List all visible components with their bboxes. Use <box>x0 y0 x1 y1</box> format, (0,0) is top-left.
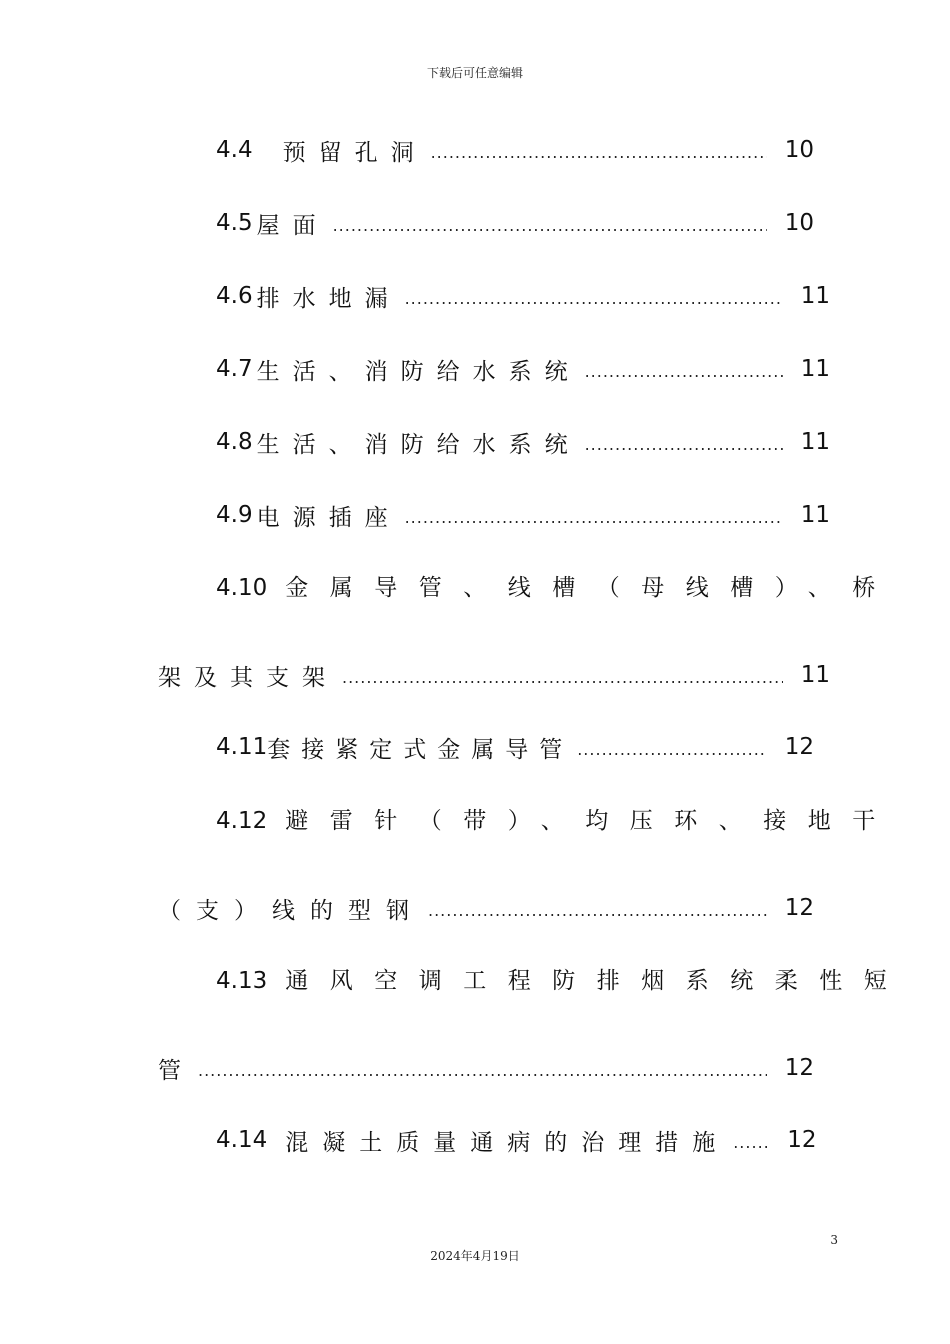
toc-entry-4-5[interactable] <box>216 203 814 243</box>
toc-leader-dots <box>428 901 767 928</box>
toc-title-line2: 管 <box>158 1057 194 1084</box>
toc-page-number: 10 <box>784 210 814 236</box>
toc-number: 4.5 <box>216 210 253 236</box>
toc-leader-dots <box>585 362 783 389</box>
toc-leader-dots <box>577 740 767 767</box>
toc-title: 混凝土质量通病的治理措施 <box>285 1129 730 1156</box>
toc-number: 4.11 <box>216 734 268 760</box>
toc-entry-4-7[interactable] <box>216 349 830 389</box>
toc-page-number: 11 <box>800 429 830 455</box>
toc-title: 屋面 <box>256 212 329 239</box>
toc-number: 4.12 <box>216 808 268 834</box>
toc-title: 套接紧定式金属导管 <box>267 736 574 763</box>
toc-number: 4.8 <box>216 429 253 455</box>
page-header: 下载后可任意编辑 <box>426 66 523 80</box>
toc-entry-4-10-line1[interactable] <box>216 568 897 608</box>
toc-entry-4-13-line1[interactable] <box>216 961 908 1001</box>
toc-entry-4-12-line2[interactable] <box>158 888 814 928</box>
page-number: 3 <box>830 1233 838 1247</box>
toc-number: 4.13 <box>216 968 268 994</box>
toc-entry-4-10-line2[interactable] <box>158 655 830 695</box>
toc-page-number: 12 <box>784 734 814 760</box>
toc-page-number: 12 <box>784 895 814 921</box>
toc-title-line1: 避雷针（带）、均压环、接地干 <box>285 808 897 834</box>
toc-title-line2: 架及其支架 <box>158 664 338 691</box>
toc-entry-4-4[interactable] <box>216 130 814 170</box>
toc-page-number: 11 <box>800 662 830 688</box>
toc-number: 4.14 <box>216 1127 268 1153</box>
toc-leader-dots <box>733 1133 769 1160</box>
toc-leader-dots <box>342 668 783 695</box>
toc-entry-4-14[interactable] <box>216 1120 817 1160</box>
toc-leader-dots <box>405 508 783 535</box>
toc-entry-4-9[interactable] <box>216 495 830 535</box>
toc-page-number: 12 <box>787 1127 817 1153</box>
toc-number: 4.6 <box>216 283 253 309</box>
toc-entry-4-6[interactable] <box>216 276 830 316</box>
toc-leader-dots <box>333 216 767 243</box>
toc-page-number: 11 <box>800 502 830 528</box>
toc-title: 生活、消防给水系统 <box>256 431 581 458</box>
toc-title: 生活、消防给水系统 <box>256 358 581 385</box>
toc-title-line1: 通风空调工程防排烟系统柔性短 <box>285 968 909 994</box>
toc-leader-dots <box>405 289 783 316</box>
toc-number: 4.4 <box>216 137 253 163</box>
toc-entry-4-12-line1[interactable] <box>216 801 897 841</box>
toc-leader-dots <box>585 435 783 462</box>
toc-title-line2: （支）线的型钢 <box>158 897 424 924</box>
toc-entry-4-13-line2[interactable] <box>158 1048 814 1088</box>
toc-page-number: 11 <box>800 356 830 382</box>
toc-number: 4.9 <box>216 502 253 528</box>
toc-title: 预留孔洞 <box>282 139 427 166</box>
toc-title-line1: 金属导管、线槽（母线槽）、桥 <box>285 575 897 601</box>
toc-number: 4.7 <box>216 356 253 382</box>
toc-leader-dots <box>198 1061 767 1088</box>
footer-date: 2024年4月19日 <box>430 1249 520 1263</box>
toc-page-number: 12 <box>784 1055 814 1081</box>
toc-page-number: 11 <box>800 283 830 309</box>
toc-entry-4-8[interactable] <box>216 422 830 462</box>
toc-title: 排水地漏 <box>256 285 401 312</box>
toc-page-number: 10 <box>784 137 814 163</box>
toc-title: 电源插座 <box>256 504 401 531</box>
toc-number: 4.10 <box>216 575 268 601</box>
toc-entry-4-11[interactable] <box>216 727 814 767</box>
toc-leader-dots <box>431 143 767 170</box>
